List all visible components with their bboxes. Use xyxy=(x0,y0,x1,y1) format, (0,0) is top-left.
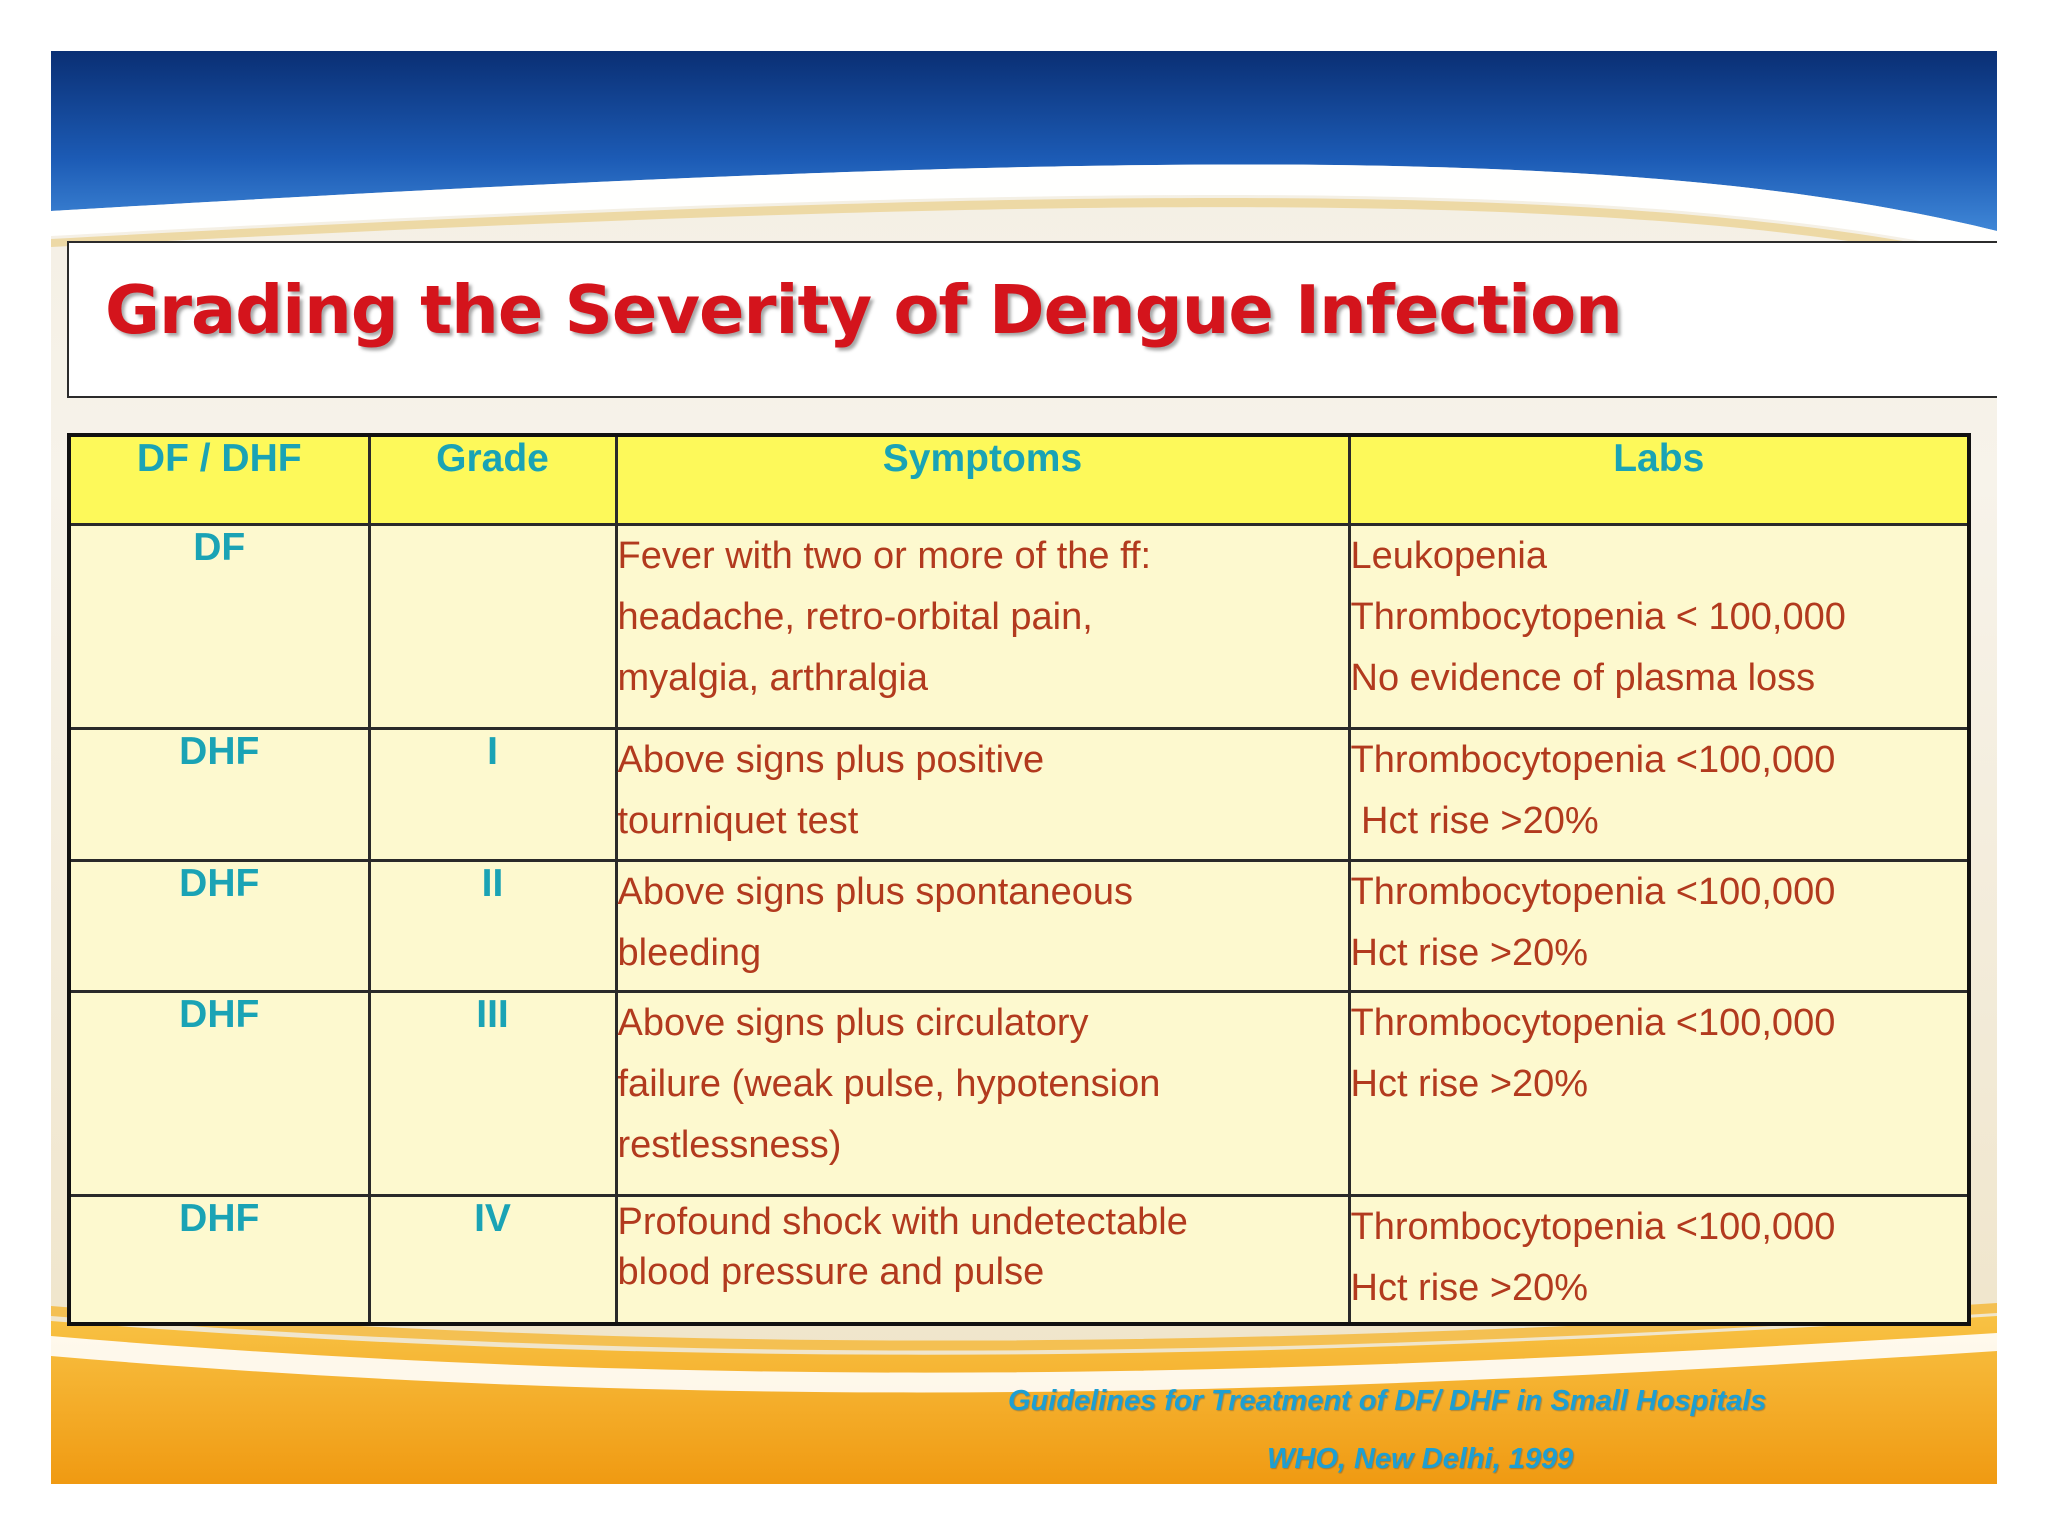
labs-cell xyxy=(1349,860,1969,991)
labs-cell xyxy=(1349,524,1969,728)
dengue-grading-table xyxy=(67,433,1971,1326)
labs-line: Thrombocytopenia <100,000 xyxy=(1350,1001,1836,1044)
category-cell: DHF xyxy=(69,991,369,1195)
table-header-row xyxy=(69,435,1969,524)
symptoms-line: tourniquet test xyxy=(617,799,859,842)
labs-cell xyxy=(1349,728,1969,860)
symptoms-line: headache, retro-orbital pain, xyxy=(617,595,1093,638)
labs-cell xyxy=(1349,991,1969,1195)
slide-title: Grading the Severity of Dengue Infection xyxy=(105,271,1622,349)
header-symptoms: Symptoms xyxy=(616,435,1349,524)
category-cell: DHF xyxy=(69,728,369,860)
symptoms-line: Above signs plus spontaneous xyxy=(617,870,1133,913)
table-row xyxy=(69,728,1969,860)
grade-cell xyxy=(369,524,616,728)
symptoms-line: Above signs plus positive xyxy=(617,738,1045,781)
header-labs: Labs xyxy=(1349,435,1969,524)
header-grade: Grade xyxy=(369,435,616,524)
title-box xyxy=(67,241,1997,398)
symptoms-line: restlessness) xyxy=(617,1123,842,1166)
grade-cell: III xyxy=(369,991,616,1195)
category-cell: DHF xyxy=(69,1195,369,1324)
symptoms-line: Fever with two or more of the ff: xyxy=(617,534,1152,577)
symptoms-cell xyxy=(616,524,1349,728)
grade-cell: IV xyxy=(369,1195,616,1324)
symptoms-cell xyxy=(616,728,1349,860)
grade-cell: I xyxy=(369,728,616,860)
table-row xyxy=(69,991,1969,1195)
category-cell: DF xyxy=(69,524,369,728)
header-df-dhf: DF / DHF xyxy=(69,435,369,524)
grade-cell: II xyxy=(369,860,616,991)
labs-line: Hct rise >20% xyxy=(1350,1266,1589,1309)
footer-publisher: WHO, New Delhi, 1999 xyxy=(1267,1443,1574,1475)
labs-line: Hct rise >20% xyxy=(1350,1062,1589,1105)
slide xyxy=(51,51,1997,1484)
labs-line: Thrombocytopenia < 100,000 xyxy=(1350,595,1846,638)
symptoms-cell xyxy=(616,1195,1349,1324)
labs-cell xyxy=(1349,1195,1969,1324)
labs-line: Leukopenia xyxy=(1350,534,1548,577)
labs-line: No evidence of plasma loss xyxy=(1350,656,1816,699)
symptoms-line: Profound shock with undetectable xyxy=(617,1200,1188,1243)
symptoms-line: bleeding xyxy=(617,931,762,974)
labs-line: Thrombocytopenia <100,000 xyxy=(1350,870,1836,913)
labs-line: Hct rise >20% xyxy=(1350,931,1589,974)
labs-line: Thrombocytopenia <100,000 xyxy=(1350,738,1836,781)
symptoms-line: blood pressure and pulse xyxy=(617,1250,1045,1293)
footer-source: Guidelines for Treatment of DF/ DHF in Small Hospitals xyxy=(1008,1385,1767,1417)
labs-line: Hct rise >20% xyxy=(1350,799,1599,842)
symptoms-line: Above signs plus circulatory xyxy=(617,1001,1089,1044)
table-row xyxy=(69,524,1969,728)
category-cell: DHF xyxy=(69,860,369,991)
labs-line: Thrombocytopenia <100,000 xyxy=(1350,1205,1836,1248)
table-row xyxy=(69,1195,1969,1324)
symptoms-line: myalgia, arthralgia xyxy=(617,656,928,699)
table-row xyxy=(69,860,1969,991)
symptoms-line: failure (weak pulse, hypotension xyxy=(617,1062,1161,1105)
symptoms-cell xyxy=(616,991,1349,1195)
symptoms-cell xyxy=(616,860,1349,991)
